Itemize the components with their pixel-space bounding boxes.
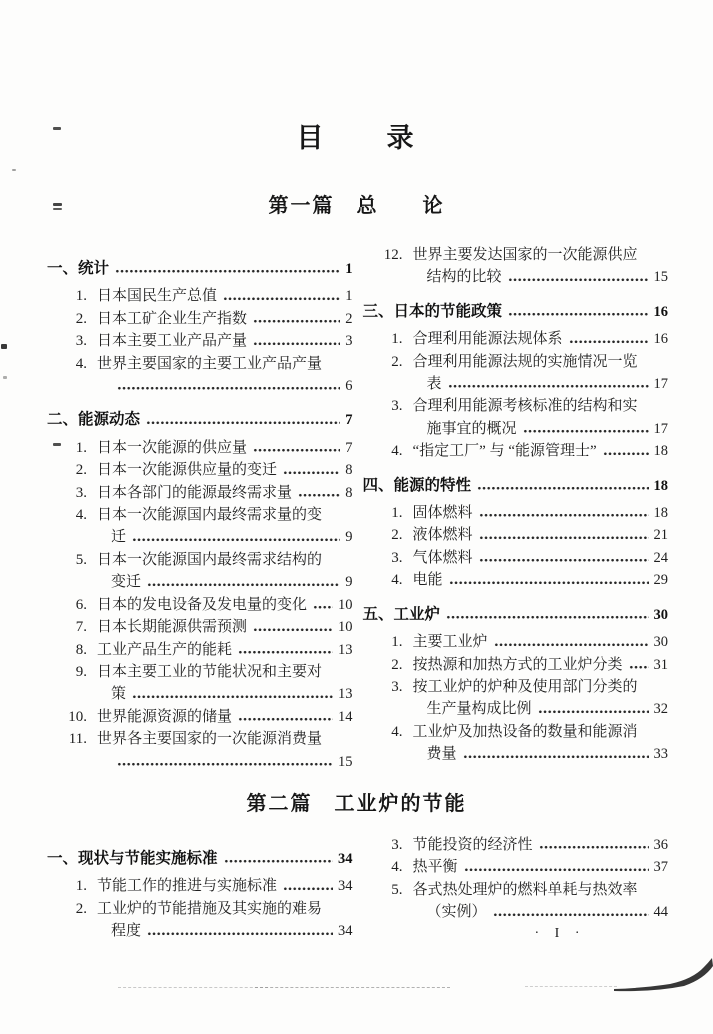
dot-leader <box>479 524 649 546</box>
item-title-continued: 迁 <box>111 529 127 546</box>
dot-leader <box>147 920 333 942</box>
item-number: 12. <box>383 247 403 263</box>
toc-section-row <box>47 848 353 870</box>
page-number: 30 <box>653 634 668 651</box>
toc-item-row <box>47 353 353 375</box>
page-number: 15 <box>338 753 353 770</box>
dot-leader <box>464 856 649 878</box>
toc-item-row <box>47 661 353 683</box>
page-number: 21 <box>653 527 668 544</box>
item-title-continued: 生产量构成比例 <box>426 701 532 718</box>
page-number: 13 <box>338 641 353 658</box>
toc-item-row <box>363 631 669 653</box>
toc-item-row <box>47 437 353 459</box>
item-number: 1. <box>391 634 403 651</box>
section-title: 一、现状与节能实施标准 <box>47 849 218 867</box>
dot-leader <box>539 834 649 856</box>
page-number: 30 <box>653 606 668 623</box>
item-number: 7. <box>75 619 87 636</box>
toc-continuation-row <box>47 751 353 773</box>
item-title-continued: 费量 <box>426 746 457 763</box>
dot-leader <box>538 698 649 720</box>
item-number: 3. <box>391 836 403 853</box>
toc-item-row <box>47 639 353 661</box>
toc-item-row <box>47 875 353 897</box>
dot-leader <box>253 330 340 352</box>
item-title: 工业炉及加热设备的数量和能源消 <box>412 723 638 740</box>
item-title: 世界主要国家的主要工业产品产量 <box>97 355 323 372</box>
item-number: 5. <box>391 881 403 898</box>
toc-item-row <box>47 616 353 638</box>
toc-item-row <box>363 395 669 417</box>
dot-leader <box>569 328 649 350</box>
item-title: 按热源和加热方式的工业炉分类 <box>412 656 623 673</box>
page-number: 34 <box>338 878 353 895</box>
folio-page-number: · I · <box>534 926 586 941</box>
toc-item-row <box>363 440 669 462</box>
item-title: 日本一次能源国内最终需求结构的 <box>97 551 323 568</box>
dot-leader <box>448 373 649 395</box>
toc-item-row <box>47 594 353 616</box>
item-title: 日本的发电设备及发电量的变化 <box>97 596 308 613</box>
item-number: 1. <box>75 439 87 456</box>
item-title: 日本主要工业的节能状况和主要对 <box>97 663 323 680</box>
toc-continuation-row <box>363 266 669 288</box>
item-number: 1. <box>391 505 403 522</box>
toc-item-row <box>47 285 353 307</box>
toc-item-row <box>47 482 353 504</box>
toc-continuation-row <box>363 418 669 440</box>
toc-section-row <box>363 301 669 323</box>
page-number: 31 <box>653 656 668 673</box>
item-title: 液体燃料 <box>412 527 473 544</box>
item-number: 5. <box>75 551 87 568</box>
item-title-continued: 程度 <box>111 923 142 940</box>
dot-leader <box>117 751 333 773</box>
item-number: 3. <box>75 333 87 350</box>
dot-leader <box>479 547 649 569</box>
page-number: 32 <box>653 701 668 718</box>
toc-item-row <box>363 879 669 901</box>
item-title: 日本主要工业产品产量 <box>97 333 248 350</box>
page-number: 36 <box>653 836 668 853</box>
item-title: 世界各主要国家的一次能源消费量 <box>97 731 323 748</box>
page-number: 9 <box>345 574 353 591</box>
item-number: 3. <box>75 484 87 501</box>
toc-continuation-row <box>363 698 669 720</box>
page-number: 44 <box>653 904 668 921</box>
item-title: 工业炉的节能措施及其实施的难易 <box>97 900 323 917</box>
toc-continuation-row <box>47 526 353 548</box>
page-number: 2 <box>345 310 353 327</box>
page-number: 18 <box>653 505 668 522</box>
toc-item-row <box>363 244 669 266</box>
item-number: 6. <box>75 596 87 613</box>
page-number: 24 <box>653 549 668 566</box>
dot-leader <box>449 569 649 591</box>
item-title: 日本长期能源供需预测 <box>97 619 248 636</box>
dot-leader <box>253 308 340 330</box>
dot-leader <box>494 631 649 653</box>
page-number: 13 <box>338 686 353 703</box>
item-title: 世界能源资源的储量 <box>97 708 233 725</box>
dot-leader <box>253 616 333 638</box>
section-title: 一、统计 <box>47 260 110 277</box>
item-number: 4. <box>75 507 87 524</box>
item-number: 2. <box>75 310 87 327</box>
item-title-continued: 施事宜的概况 <box>426 420 517 437</box>
dot-leader <box>313 594 333 616</box>
item-title-continued: （实例） <box>426 904 487 921</box>
item-number: 2. <box>391 353 403 370</box>
scan-speck <box>12 169 16 171</box>
toc-item-row <box>47 728 353 750</box>
dot-leader <box>132 526 340 548</box>
page-number: 8 <box>345 462 353 479</box>
page-number: 29 <box>653 572 668 589</box>
item-title: 工业产品生产的能耗 <box>97 641 233 658</box>
item-number: 1. <box>391 331 403 348</box>
item-number: 4. <box>391 723 403 740</box>
dot-leader <box>629 654 649 676</box>
section-title: 四、能源的特性 <box>362 476 472 494</box>
dot-leader <box>463 743 649 765</box>
scan-dashed-line <box>525 986 617 987</box>
item-title: 节能工作的推进与实施标准 <box>97 878 278 895</box>
item-title-continued: 变迁 <box>111 574 142 591</box>
item-title: 日本一次能源供应量的变迁 <box>97 462 278 479</box>
toc-continuation-row <box>363 373 669 395</box>
toc-item-row <box>47 898 353 920</box>
toc-item-row <box>363 676 669 698</box>
item-number: 10. <box>68 708 87 725</box>
part-two-heading: 第二篇 工业炉的节能 <box>246 792 467 815</box>
toc-item-row <box>47 706 353 728</box>
item-title: 日本国民生产总值 <box>97 288 218 305</box>
toc-section-row <box>363 604 669 626</box>
dot-leader <box>479 502 649 524</box>
item-number: 2. <box>75 900 87 917</box>
item-number: 4. <box>391 859 403 876</box>
page-number: 1 <box>345 261 353 277</box>
page-number: 34 <box>338 850 353 867</box>
item-title-continued: 结构的比较 <box>426 269 502 286</box>
toc-item-row <box>363 654 669 676</box>
toc-continuation-row <box>47 683 353 705</box>
item-number: 1. <box>75 878 87 895</box>
toc-item-row <box>363 328 669 350</box>
toc-item-row <box>47 459 353 481</box>
dot-leader <box>238 639 333 661</box>
toc-item-row <box>363 569 669 591</box>
item-title: 合理利用能源法规的实施情况一览 <box>412 353 638 370</box>
page-number: 17 <box>653 376 668 393</box>
item-title: 固体燃料 <box>412 505 473 522</box>
dot-leader <box>298 482 340 504</box>
toc-continuation-row <box>363 901 669 923</box>
part-one-heading: 第一篇 总 论 <box>268 195 445 217</box>
toc-item-row <box>47 504 353 526</box>
item-title: 节能投资的经济性 <box>412 836 533 853</box>
dot-leader <box>115 258 340 280</box>
item-title: “指定工厂” 与 “能源管理士” <box>412 443 597 460</box>
page-number: 8 <box>345 484 353 501</box>
toc-section-row <box>47 409 353 431</box>
toc-item-row <box>363 502 669 524</box>
item-number: 8. <box>75 641 87 658</box>
item-title: 合理利用能源法规体系 <box>412 331 563 348</box>
page-number: 18 <box>653 443 668 460</box>
dot-leader <box>238 706 333 728</box>
toc-item-row <box>363 721 669 743</box>
item-number: 9. <box>75 663 87 680</box>
item-title: 日本工矿企业生产指数 <box>97 310 248 327</box>
toc-continuation-row <box>47 375 353 397</box>
item-number: 1. <box>75 288 87 305</box>
dot-leader <box>477 475 648 497</box>
toc-item-row <box>363 834 669 856</box>
item-title: 日本一次能源国内最终需求量的变 <box>97 507 323 524</box>
page-number: 10 <box>338 596 353 613</box>
dot-leader <box>132 683 333 705</box>
page-number: 14 <box>338 708 353 725</box>
item-title: 气体燃料 <box>412 549 473 566</box>
dot-leader <box>224 848 333 870</box>
toc-continuation-row <box>363 743 669 765</box>
toc-item-row <box>363 547 669 569</box>
page-number: 16 <box>653 331 668 348</box>
item-number: 2. <box>391 656 403 673</box>
dot-leader <box>147 571 340 593</box>
page-number: 34 <box>338 923 353 940</box>
dot-leader <box>117 375 340 397</box>
item-title: 按工业炉的炉种及使用部门分类的 <box>412 678 638 695</box>
page-number: 18 <box>653 477 668 494</box>
toc-continuation-row <box>47 920 353 942</box>
toc-item-row <box>47 330 353 352</box>
dot-leader <box>523 418 649 440</box>
page-number: 17 <box>653 420 668 437</box>
item-title-continued: 策 <box>111 686 127 703</box>
toc-continuation-row <box>47 571 353 593</box>
page-number: 6 <box>345 378 353 395</box>
page-number: 15 <box>653 269 668 286</box>
page-number: 10 <box>338 619 353 636</box>
section-title: 三、日本的节能政策 <box>362 302 503 320</box>
toc-section-row <box>363 475 669 497</box>
item-title: 世界主要发达国家的一次能源供应 <box>412 247 638 263</box>
toc-column-left <box>47 834 353 943</box>
item-title-continued: 表 <box>426 376 442 393</box>
item-title: 热平衡 <box>412 859 458 876</box>
toc-column-right <box>363 244 669 773</box>
page-number: 3 <box>345 333 353 350</box>
item-number: 3. <box>391 398 403 415</box>
page-number: 37 <box>653 859 668 876</box>
scan-dashed-line <box>255 987 450 988</box>
toc-item-row <box>47 308 353 330</box>
toc-column-left <box>47 244 353 773</box>
part-one-columns <box>0 244 713 773</box>
item-number: 2. <box>391 527 403 544</box>
page-number: 16 <box>653 303 668 320</box>
item-number: 4. <box>75 355 87 372</box>
section-title: 五、工业炉 <box>362 605 441 623</box>
item-number: 4. <box>391 572 403 589</box>
dot-leader <box>446 604 648 626</box>
item-number: 11. <box>68 731 87 748</box>
toc-item-row <box>363 856 669 878</box>
dot-leader <box>283 459 340 481</box>
page-number: 7 <box>345 439 353 456</box>
dot-leader <box>253 437 340 459</box>
dot-leader <box>283 875 333 897</box>
toc-item-row <box>363 351 669 373</box>
dot-leader <box>508 301 648 323</box>
dot-leader <box>146 409 340 431</box>
item-number: 2. <box>75 462 87 479</box>
page-number: 1 <box>345 288 353 305</box>
item-title: 合理利用能源考核标准的结构和实 <box>412 398 638 415</box>
dot-leader <box>603 440 649 462</box>
scan-dashed-line <box>118 987 268 988</box>
page-title: 目 录 <box>296 123 417 153</box>
toc-section-row <box>47 258 353 280</box>
item-title: 日本一次能源的供应量 <box>97 439 248 456</box>
item-title: 日本各部门的能源最终需求量 <box>97 484 293 501</box>
section-title: 二、能源动态 <box>47 411 141 429</box>
item-title: 各式热处理炉的燃料单耗与热效率 <box>412 881 638 898</box>
item-title: 主要工业炉 <box>412 634 488 651</box>
item-number: 3. <box>391 678 403 695</box>
ink-smear <box>614 958 713 994</box>
dot-leader <box>493 901 649 923</box>
item-number: 4. <box>391 443 403 460</box>
page-number: 9 <box>345 529 353 546</box>
item-number: 3. <box>391 549 403 566</box>
dot-leader <box>223 285 340 307</box>
toc-item-row <box>363 524 669 546</box>
toc-item-row <box>47 549 353 571</box>
page-number: 33 <box>653 746 668 763</box>
item-title: 电能 <box>412 572 443 589</box>
page-number: 7 <box>345 412 353 429</box>
dot-leader <box>508 266 649 288</box>
